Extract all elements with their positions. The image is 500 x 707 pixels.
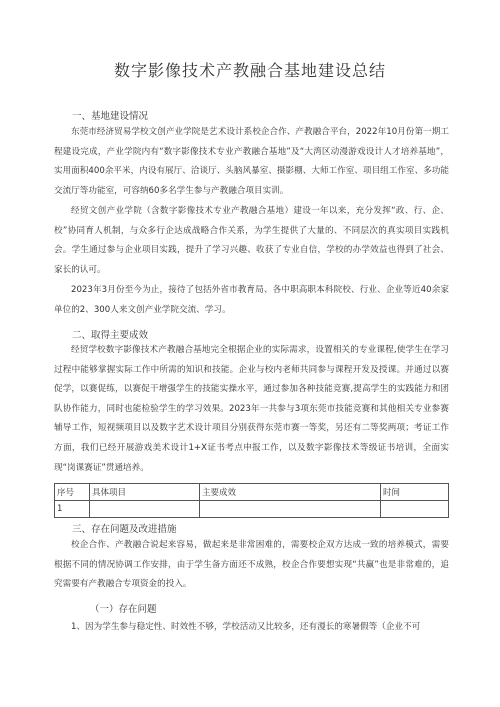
table-cell	[200, 501, 381, 518]
table-cell: 1	[55, 501, 90, 518]
section-3-paragraph-2: 1、因为学生参与稳定性、时效性不够，学校活动又比较多，还有漫长的寒暑假等（企业不可	[71, 622, 421, 632]
results-table	[54, 483, 449, 518]
table-header-cell: 具体项目	[90, 484, 200, 501]
section-1-paragraph-2: 经贸文创产业学院（含数字影像技术专业产教融合基地）建设一年以来，充分发挥“政、行、企、校”协同育人机制，与众多行企达成战略合作关系，为学生提供了大量的、不同层次的真实项目实践机会。学生通过参与企业项目实践，提升了学习兴趣、收获了专业自信，学校的办学效益也得到了社会、家长的认可。	[54, 206, 449, 275]
table-header-cell: 序号	[55, 484, 90, 501]
section-3-paragraph-1: 校企合作、产教融合说起来容易，做起来是非常困难的，需要校企双方达成一致的培养模式，需要根据不同的情况协调工作安排，由于学生备方面还不成熟，校企合作要想实现“共赢”也是非常难的，追究需要有产教融合专项资金的投入。	[54, 540, 450, 590]
section-1-paragraph-3: 2023年3月份至今为止，接待了包括外省市教育局、各中职高职本科院校、行业、企业等近40余家单位的2、300人来文创产业学院交流、学习。	[54, 285, 449, 315]
table-row	[55, 501, 449, 518]
section-2-heading: 二、取得主要成效	[72, 330, 149, 341]
section-2-paragraph-1: 经贸学校数字影像技术产教融合基地完全根据企业的实际需求，设置相关的专业课程,使学生在学习过程中能够掌握实际工作中所需的知识和技能。企业与校内老师共同参与课程开发及授课。并通过以赛促学，以赛促练，以赛促干增强学生的技能实操水平，通过参加各种技能竞赛,提高学生的实践能力和团队协作能力，同时也能检验学生的学习效果。2023年一共参与3项东莞市技能竞赛和其他相关专业参赛辅导工作，短视频项目以及数字艺术设计项目分别获得东莞市赛一等奖，另还有二等奖两项；考证工作方面，我们已经开展游戏美术设计1+X证书考点申报工作，以及数字影像技术等级证书培训，全面实现“岗课赛证”贯通培养。	[54, 345, 449, 473]
table-header-cell: 主要成效	[200, 484, 381, 501]
section-1-paragraph-1: 东莞市经济贸易学校文创产业学院是艺术设计系校企合作、产教融合平台，2022年10月份第一期工程建设完成，产业学院内有“数字影像技术专业产教融合基地”及“大湾区动漫游戏设计人才培养基地”，实用面积400余平米，内设有展厅、洽谈厅、头脑风暴室、摄影棚、大师工作室、项目组工作室、多功能交流厅等功能室，可容纳60多名学生参与产教融合项目实训。	[54, 127, 449, 196]
section-3-heading: 三、存在问题及改进措施	[72, 524, 177, 535]
table-cell	[381, 501, 449, 518]
table-header-cell: 时间	[381, 484, 449, 501]
section-1-heading: 一、基地建设情况	[72, 111, 149, 122]
table-cell	[90, 501, 200, 518]
section-3-subheading-1: （一）存在问题	[90, 604, 157, 615]
table-header-row	[55, 484, 449, 501]
page-title: 数字影像技术产教融合基地建设总结	[113, 61, 386, 80]
